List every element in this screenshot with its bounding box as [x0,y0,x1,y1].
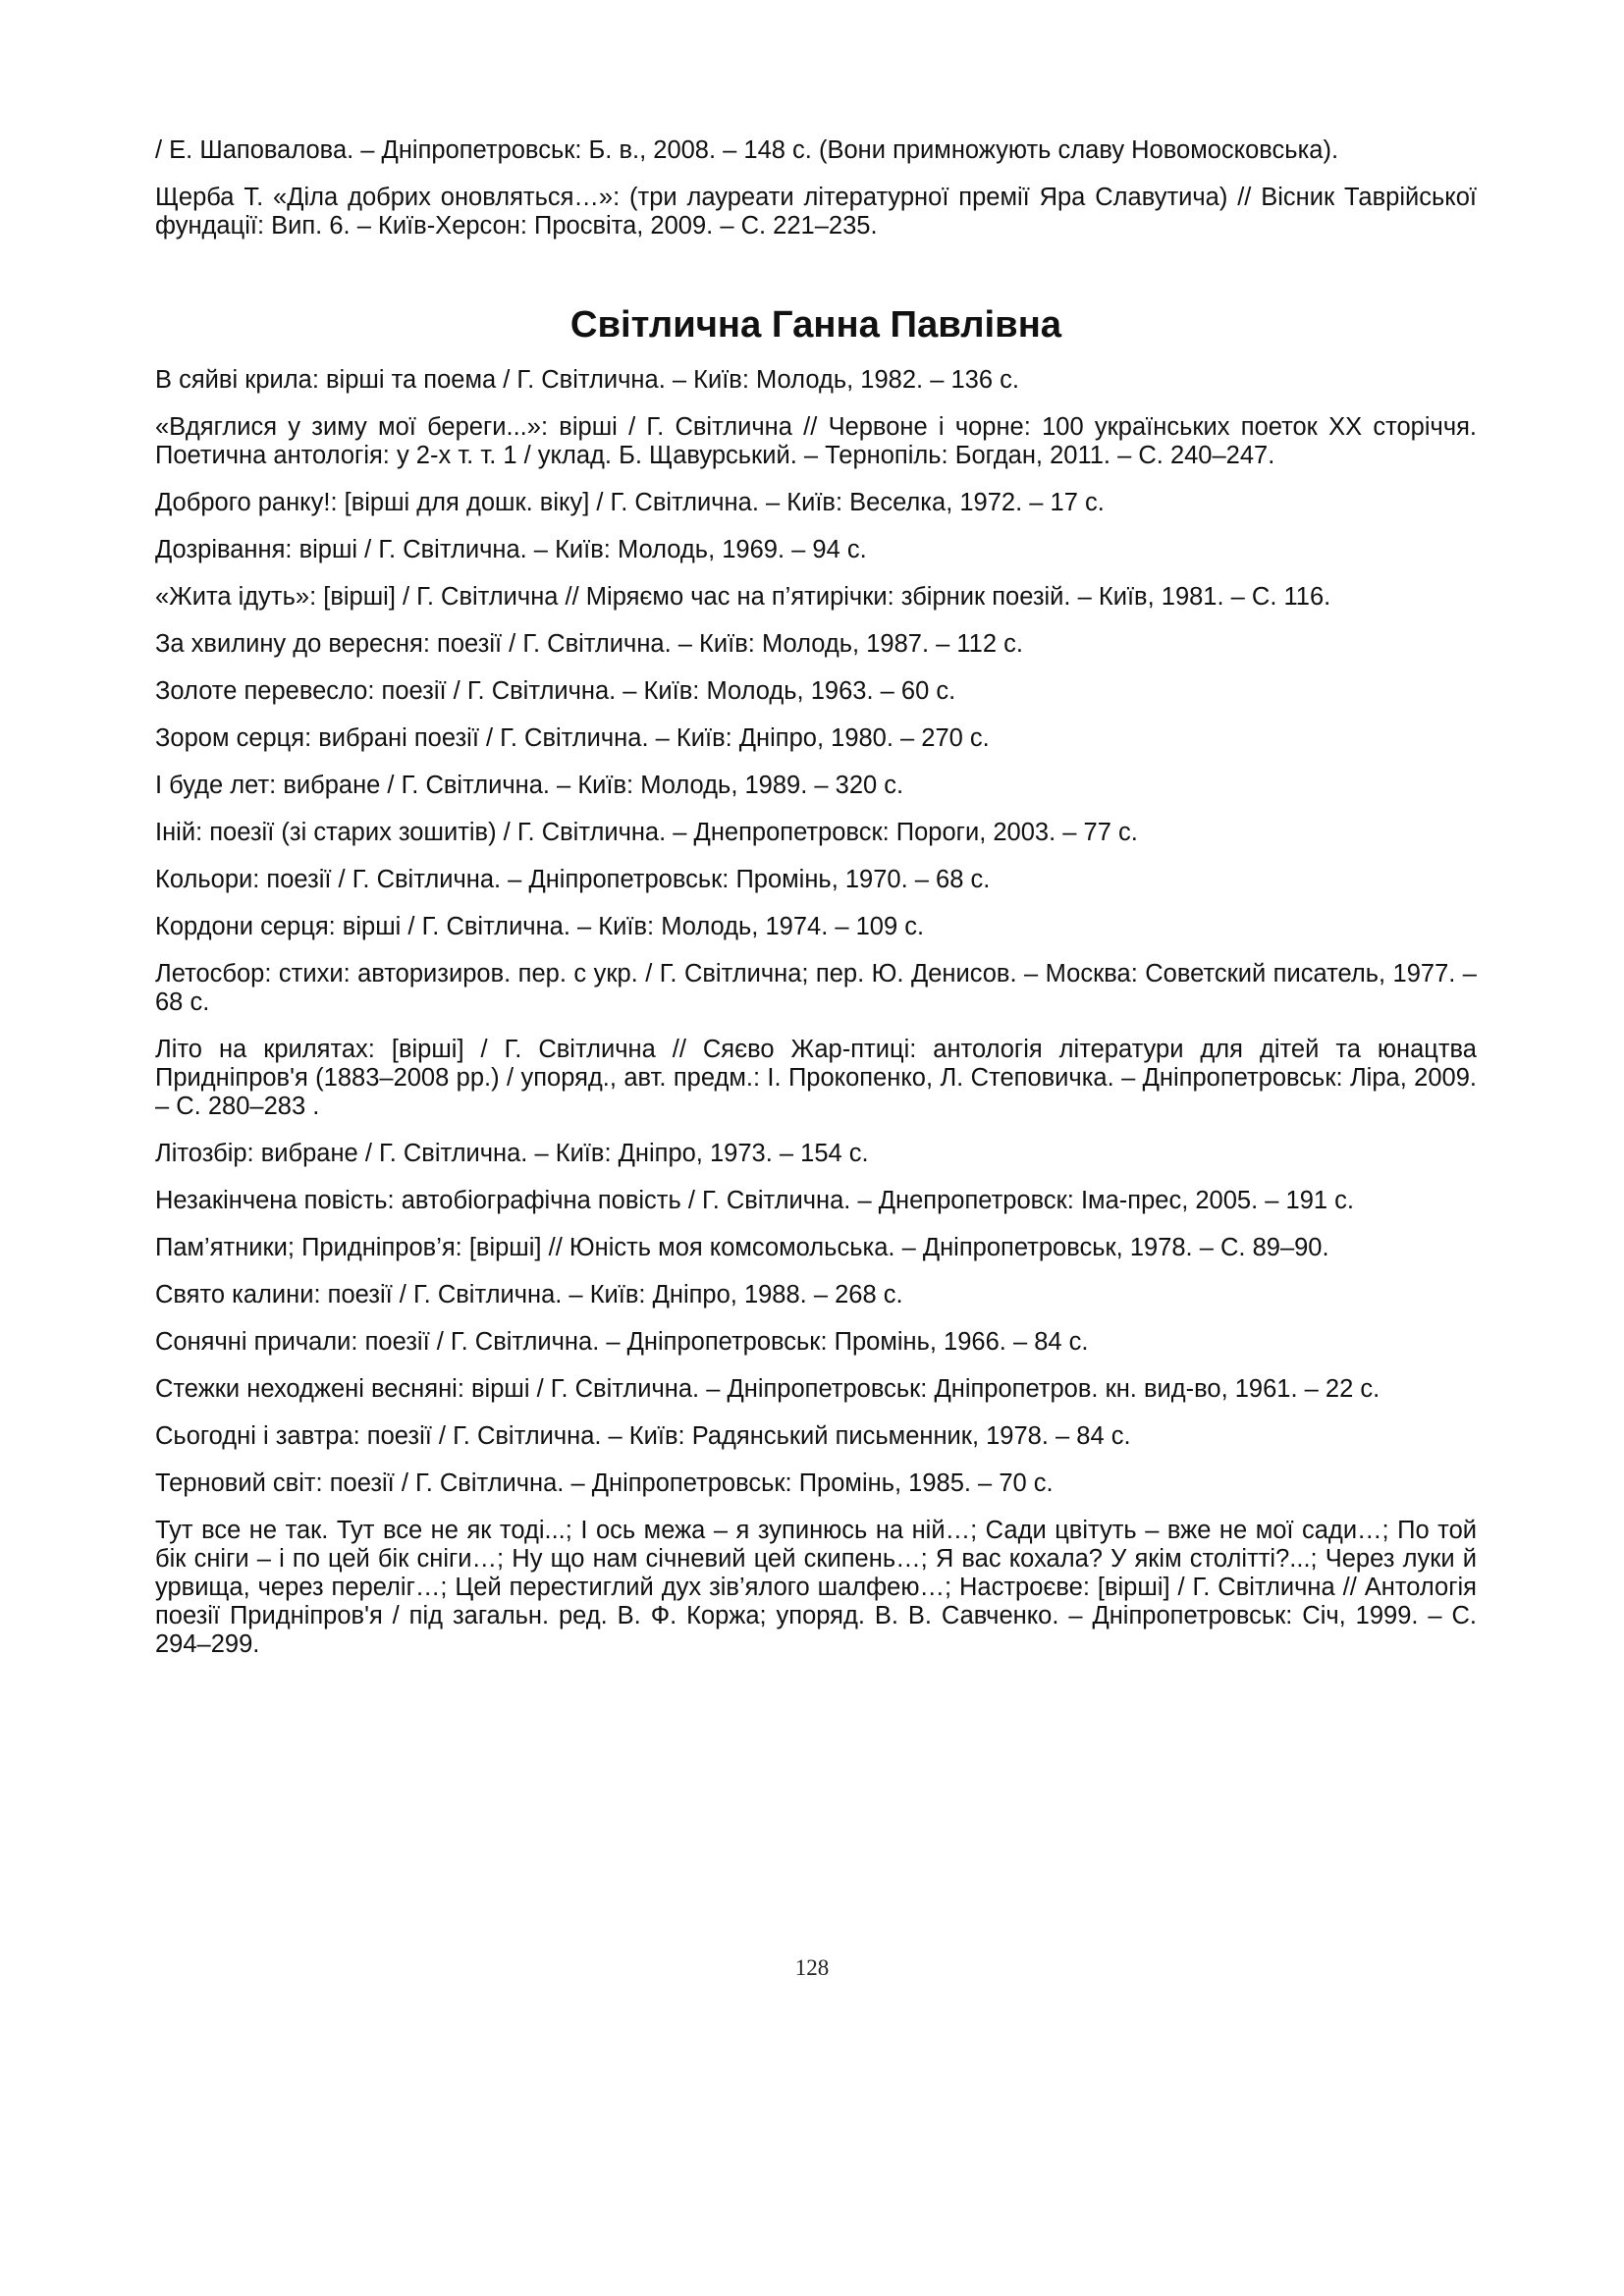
bibliography-entry: Кольори: поезії / Г. Світлична. – Дніпропетровськ: Промінь, 1970. – 68 с. [155,866,991,893]
page-number: 128 [794,1955,830,1980]
bibliography-entry: Свято калини: поезії / Г. Світлична. – Київ: Дніпро, 1988. – 268 с. [155,1281,903,1308]
bibliography-entry: За хвилину до вересня: поезії / Г. Світлична. – Київ: Молодь, 1987. – 112 с. [155,630,1023,658]
bibliography-entry: Незакінчена повість: автобіографічна повість / Г. Світлична. – Днепропетровск: Іма-прес, 2005. – 191 с. [155,1187,1354,1214]
bibliography-entry: Золоте перевесло: поезії / Г. Світлична. – Київ: Молодь, 1963. – 60 с. [155,677,956,705]
bibliography-entry: / Е. Шаповалова. – Дніпропетровськ: Б. в., 2008. – 148 с. (Вони примножують славу Новомосковська). [155,136,1339,164]
bibliography-entry: Кордони серця: вірші / Г. Світлична. – Київ: Молодь, 1974. – 109 с. [155,913,925,940]
section-heading: Світлична Ганна Павлівна [569,303,1062,346]
bibliography-column [155,136,1477,1678]
bibliography-entry: Дозрівання: вірші / Г. Світлична. – Київ: Молодь, 1969. – 94 с. [155,536,867,563]
bibliography-entry: «Жита ідуть»: [вірші] / Г. Світлична // Міряємо час на п’ятирічки: збірник поезій. – Київ, 1981. – С. 116. [155,583,1331,611]
bibliography-entry: Стежки неходжені весняні: вірші / Г. Світлична. – Дніпропетровськ: Дніпропетров. кн. вид-во, 1961. – 22 с. [155,1375,1380,1403]
bibliography-entry: Сьогодні і завтра: поезії / Г. Світлична. – Київ: Радянський письменник, 1978. – 84 с. [155,1422,1131,1450]
bibliography-entry: Летосбор: стихи: авторизиров. пер. с укр. / Г. Світлична; пер. Ю. Денисов. – Москва: Советский писатель, 1977. – 68 с. [155,960,1477,1016]
bibliography-entry: В сяйві крила: вірші та поема / Г. Світлична. – Київ: Молодь, 1982. – 136 с. [155,366,1019,394]
bibliography-entry: Тут все не так. Тут все не як тоді...; І ось межа – я зупинюсь на ній…; Сади цвітуть – вже не мої сади…; По той бік сніги – і по цей бік сніги…; Ну що нам січневий цей скипень…; Я вас кохала? У якім столітті?...; Через луки й урвища, через переліг…; Цей перестиглий дух зів’ялого шалфею…; Настроєве: [вірші] / Г. Світлична // Антологія поезії Придніпров'я / під загальн. ред. В. Ф. Коржа; упоряд. В. В. Савченко. – Дніпропетровськ: Січ, 1999. – С. 294–299. [155,1517,1477,1658]
bibliography-list [155,366,1477,1659]
bibliography-entry: Терновий світ: поезії / Г. Світлична. – Дніпропетровськ: Промінь, 1985. – 70 с. [155,1469,1054,1497]
bibliography-entry: Літо на крилятах: [вірші] / Г. Світлична // Сяєво Жар-птиці: антологія літератури для дітей та юнацтва Придніпров'я (1883–2008 рр.) / упоряд., авт. предм.: І. Прокопенко, Л. Степовичка. – Дніпропетровськ: Ліра, 2009. – С. 280–283 . [155,1036,1477,1120]
bibliography-entry: Іній: поезії (зі старих зошитів) / Г. Світлична. – Днепропетровск: Пороги, 2003. – 77 с. [155,819,1138,846]
bibliography-entry: І буде лет: вибране / Г. Світлична. – Київ: Молодь, 1989. – 320 с. [155,772,904,799]
bibliography-entry: «Вдяглися у зиму мої береги...»: вірші / Г. Світлична // Червоне і чорне: 100 українських поеток ХХ сторіччя. Поетична антологія: у 2-х т. т. 1 / уклад. Б. Щавурський. – Тернопіль: Богдан, 2011. – С. 240–247. [155,413,1477,469]
bibliography-entry: Зором серця: вибрані поезії / Г. Світлична. – Київ: Дніпро, 1980. – 270 с. [155,724,990,752]
bibliography-entry: Щерба Т. «Діла добрих оновляться…»: (три лауреати літературної премії Яра Славутича) // Вісник Таврійської фундації: Вип. 6. – Київ-Херсон: Просвіта, 2009. – С. 221–235. [155,184,1477,240]
bibliography-entry: Сонячні причали: поезії / Г. Світлична. – Дніпропетровськ: Промінь, 1966. – 84 с. [155,1328,1089,1356]
bibliography-entry: Пам’ятники; Придніпров’я: [вірші] // Юність моя комсомольська. – Дніпропетровськ, 1978. – С. 89–90. [155,1234,1329,1261]
bibliography-entry: Літозбір: вибране / Г. Світлична. – Київ: Дніпро, 1973. – 154 с. [155,1140,869,1167]
bibliography-entry: Доброго ранку!: [вірші для дошк. віку] / Г. Світлична. – Київ: Веселка, 1972. – 17 с. [155,489,1105,516]
